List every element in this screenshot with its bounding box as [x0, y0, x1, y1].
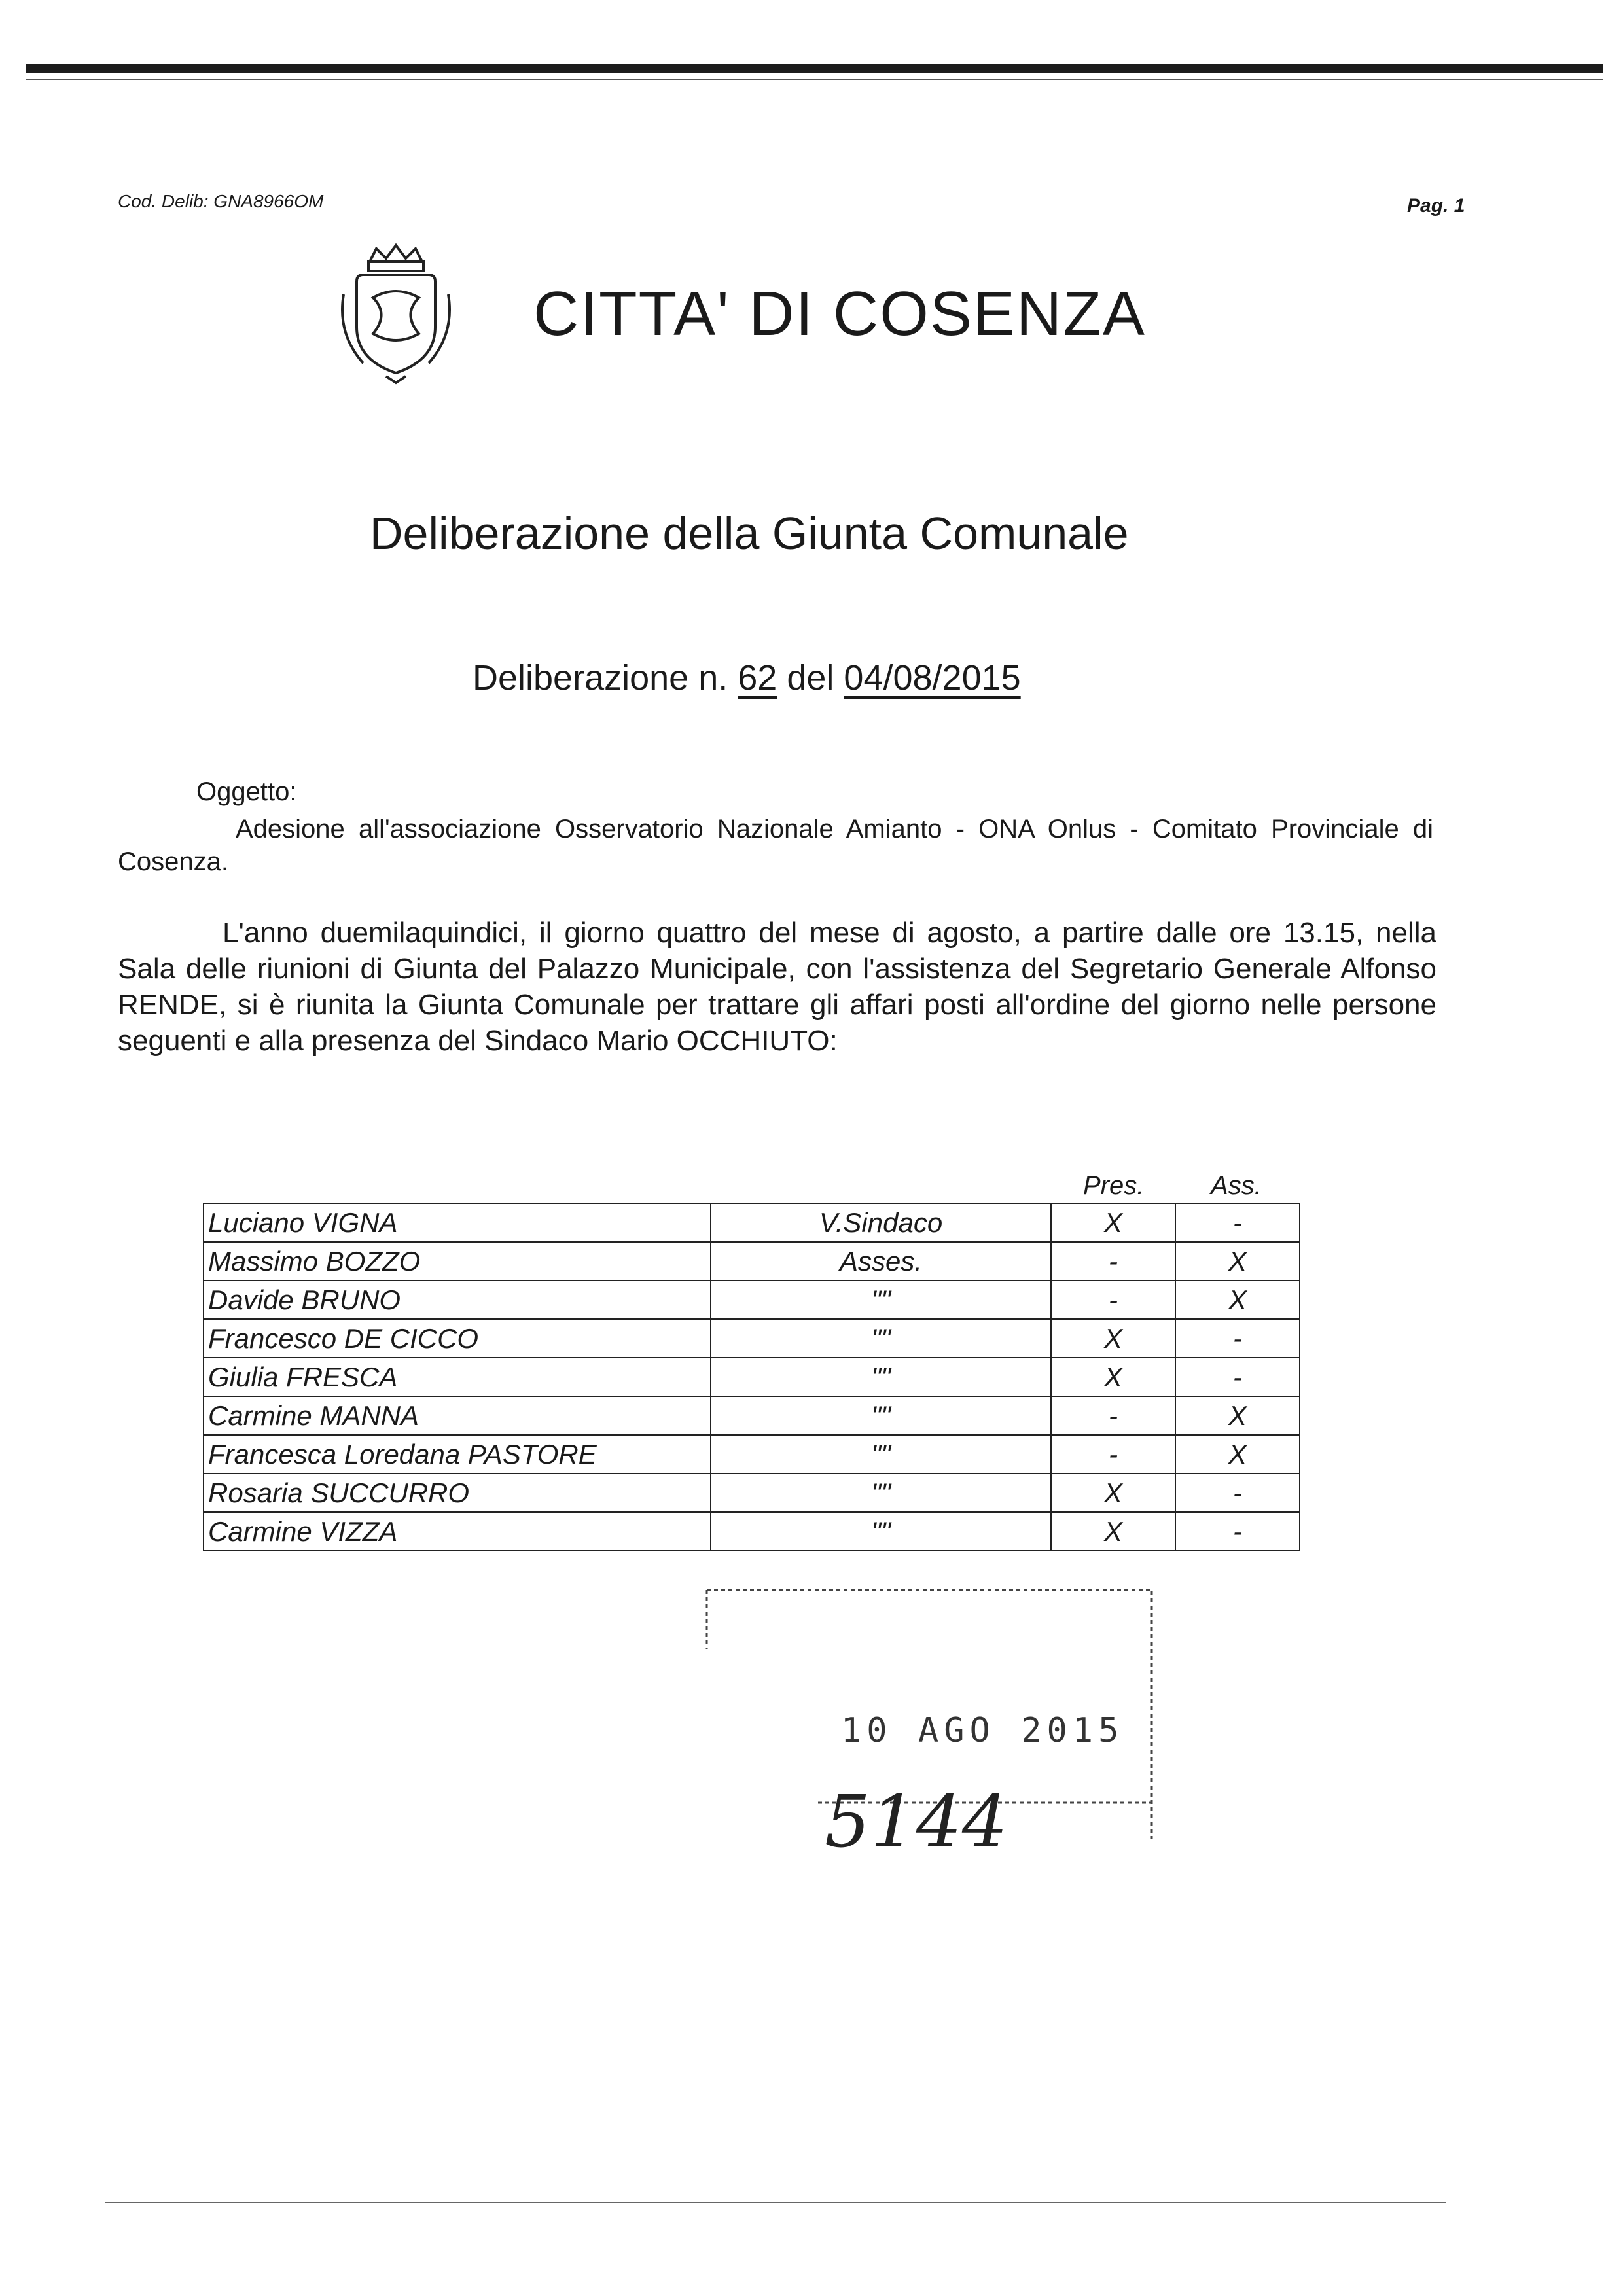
absent-mark: X	[1175, 1242, 1300, 1280]
table-row	[204, 1203, 1300, 1242]
member-role: ""	[711, 1512, 1051, 1551]
deliberation-del: del	[787, 658, 834, 698]
body-paragraph: L'anno duemilaquindici, il giorno quattro del mese di agosto, a partire dalle ore 13.15, nella Sala delle riunioni di Giunta del Palazzo Municipale, con l'assistenza del Segretario Generale Alfonso RENDE, si è riunita la Giunta Comunale per trattare gli affari posti all'ordine del giorno nelle persone seguenti e alla presenza del Sindaco Mario OCCHIUTO:	[118, 917, 1436, 1057]
table-row	[204, 1358, 1300, 1396]
absent-mark: -	[1175, 1474, 1300, 1512]
member-role: Asses.	[711, 1242, 1051, 1280]
deliberation-date: 04/08/2015	[844, 658, 1021, 698]
present-mark: -	[1051, 1396, 1175, 1435]
member-name: Giulia FRESCA	[204, 1358, 711, 1396]
deliberation-prefix: Deliberazione n.	[473, 658, 728, 698]
present-mark: -	[1051, 1280, 1175, 1319]
member-role: ""	[711, 1396, 1051, 1435]
document-title: Deliberazione della Giunta Comunale	[370, 508, 1129, 559]
absent-mark: -	[1175, 1512, 1300, 1551]
present-mark: X	[1051, 1474, 1175, 1512]
member-name: Carmine MANNA	[204, 1396, 711, 1435]
member-role: ""	[711, 1280, 1051, 1319]
member-name: Carmine VIZZA	[204, 1512, 711, 1551]
attendance-table	[203, 1203, 1300, 1551]
member-name: Massimo BOZZO	[204, 1242, 711, 1280]
absent-header: Ass.	[1211, 1171, 1262, 1200]
footer-divider	[105, 2202, 1446, 2203]
table-row	[204, 1512, 1300, 1551]
member-role: V.Sindaco	[711, 1203, 1051, 1242]
present-mark: -	[1051, 1242, 1175, 1280]
member-role: ""	[711, 1474, 1051, 1512]
member-role: ""	[711, 1319, 1051, 1358]
present-mark: X	[1051, 1203, 1175, 1242]
cod-delib-code: Cod. Delib: GNA8966OM	[118, 191, 324, 211]
absent-mark: -	[1175, 1319, 1300, 1358]
table-row	[204, 1280, 1300, 1319]
top-border-thin	[26, 79, 1603, 80]
member-name: Francesco DE CICCO	[204, 1319, 711, 1358]
present-mark: X	[1051, 1319, 1175, 1358]
member-name: Rosaria SUCCURRO	[204, 1474, 711, 1512]
member-name: Luciano VIGNA	[204, 1203, 711, 1242]
present-mark: -	[1051, 1435, 1175, 1474]
table-row	[204, 1474, 1300, 1512]
absent-mark: -	[1175, 1358, 1300, 1396]
member-role: ""	[711, 1358, 1051, 1396]
stamp-handwritten-number: 5144	[825, 1780, 1008, 1863]
absent-mark: X	[1175, 1396, 1300, 1435]
table-row	[204, 1319, 1300, 1358]
table-row	[204, 1435, 1300, 1474]
page-number: Pag. 1	[1407, 195, 1465, 217]
stamp-date: 10 AGO 2015	[841, 1711, 1124, 1750]
member-name: Francesca Loredana PASTORE	[204, 1435, 711, 1474]
top-border-bar	[26, 64, 1603, 73]
subject-label: Oggetto:	[196, 777, 297, 806]
present-header: Pres.	[1083, 1171, 1145, 1200]
deliberation-number: 62	[738, 658, 777, 698]
table-row	[204, 1396, 1300, 1435]
deliberation-line	[473, 658, 1021, 698]
absent-mark: X	[1175, 1435, 1300, 1474]
member-name: Davide BRUNO	[204, 1280, 711, 1319]
city-name: CITTA' DI COSENZA	[533, 279, 1146, 349]
present-mark: X	[1051, 1512, 1175, 1551]
absent-mark: X	[1175, 1280, 1300, 1319]
member-role: ""	[711, 1435, 1051, 1474]
subject-text: Adesione all'associazione Osservatorio Nazionale Amianto - ONA Onlus - Comitato Provinciale di Cosenza.	[118, 815, 1433, 876]
present-mark: X	[1051, 1358, 1175, 1396]
city-crest-icon	[330, 236, 461, 386]
absent-mark: -	[1175, 1203, 1300, 1242]
table-row	[204, 1242, 1300, 1280]
